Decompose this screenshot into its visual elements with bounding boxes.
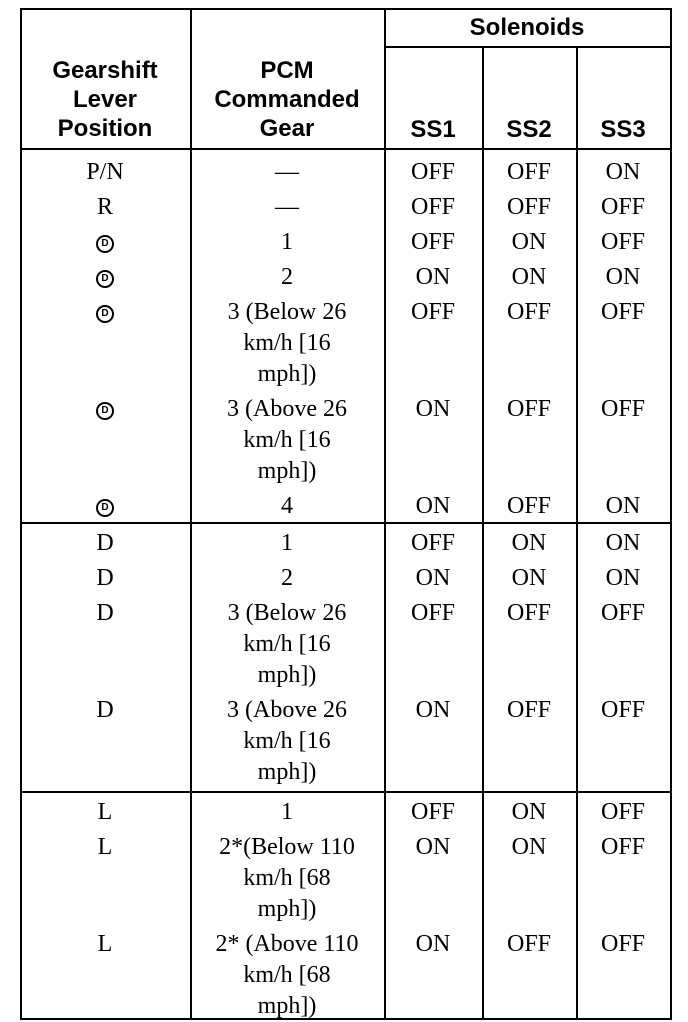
lever-position: D: [96, 565, 114, 591]
ss3-state: OFF: [600, 229, 646, 255]
commanded-gear: 3 (Above 26: [227, 396, 347, 422]
commanded-gear: —: [275, 159, 299, 185]
ss3-state: OFF: [600, 697, 646, 723]
header-ss1: SS1: [410, 116, 456, 143]
commanded-gear: 3 (Below 26: [227, 299, 347, 325]
ss2-state: ON: [511, 565, 547, 591]
commanded-gear: 4: [281, 493, 293, 519]
ss1-state: OFF: [410, 299, 456, 325]
ss2-state: ON: [511, 799, 547, 825]
commanded-gear: mph]): [257, 993, 317, 1019]
drive-circle-symbol: [96, 305, 114, 323]
header-solenoids: Solenoids: [469, 14, 585, 41]
ss1-state: OFF: [410, 530, 456, 556]
commanded-gear: 1: [281, 799, 293, 825]
commanded-gear: 2: [281, 264, 293, 290]
ss3-state: OFF: [600, 931, 646, 957]
commanded-gear: km/h [16: [243, 631, 331, 657]
ss3-state: OFF: [600, 194, 646, 220]
ss3-state: ON: [605, 159, 641, 185]
ss2-state: OFF: [506, 194, 552, 220]
commanded-gear: km/h [16: [243, 427, 331, 453]
ss2-state: ON: [511, 264, 547, 290]
ss3-state: OFF: [600, 299, 646, 325]
commanded-gear: mph]): [257, 759, 317, 785]
commanded-gear: km/h [16: [243, 330, 331, 356]
ss2-state: OFF: [506, 697, 552, 723]
ss1-state: ON: [415, 264, 451, 290]
lever-position: L: [97, 834, 113, 860]
table-border-top: [20, 8, 672, 10]
group-divider: [20, 522, 672, 524]
commanded-gear: km/h [68: [243, 865, 331, 891]
commanded-gear: km/h [16: [243, 728, 331, 754]
drive-circle-letter: D: [101, 238, 109, 249]
ss3-state: ON: [605, 493, 641, 519]
commanded-gear: km/h [68: [243, 962, 331, 988]
ss3-state: OFF: [600, 396, 646, 422]
header-gearshift-lever-position: Gearshift Lever Position: [52, 57, 158, 142]
ss1-state: ON: [415, 931, 451, 957]
lever-position: L: [97, 799, 113, 825]
drive-circle-symbol: [96, 270, 114, 288]
ss2-state: OFF: [506, 493, 552, 519]
ss2-state: OFF: [506, 600, 552, 626]
drive-circle-symbol: [96, 499, 114, 517]
ss1-state: OFF: [410, 600, 456, 626]
ss3-state: ON: [605, 530, 641, 556]
lever-position: D: [96, 600, 114, 626]
drive-circle-symbol: [96, 235, 114, 253]
commanded-gear: mph]): [257, 361, 317, 387]
lever-position: R: [96, 194, 113, 220]
drive-circle-letter: D: [101, 405, 109, 416]
ss2-state: OFF: [506, 299, 552, 325]
drive-circle-letter: D: [101, 273, 109, 284]
lever-position: P/N: [86, 159, 124, 185]
commanded-gear: 1: [281, 229, 293, 255]
commanded-gear: 2*(Below 110: [219, 834, 355, 860]
header-divider: [20, 148, 672, 150]
ss1-state: OFF: [410, 159, 456, 185]
group-divider: [20, 791, 672, 793]
commanded-gear: 2: [281, 565, 293, 591]
ss2-state: OFF: [506, 931, 552, 957]
ss1-state: ON: [415, 565, 451, 591]
ss3-state: OFF: [600, 834, 646, 860]
ss2-state: ON: [511, 530, 547, 556]
commanded-gear: 3 (Below 26: [227, 600, 347, 626]
ss1-state: ON: [415, 396, 451, 422]
commanded-gear: mph]): [257, 458, 317, 484]
ss2-state: OFF: [506, 396, 552, 422]
drive-circle-symbol: [96, 402, 114, 420]
commanded-gear: —: [275, 194, 299, 220]
lever-position: L: [97, 931, 113, 957]
ss1-state: ON: [415, 834, 451, 860]
lever-position: D: [96, 530, 114, 556]
ss1-state: OFF: [410, 194, 456, 220]
ss2-state: ON: [511, 229, 547, 255]
ss1-state: ON: [415, 697, 451, 723]
header-ss3: SS3: [600, 116, 646, 143]
ss2-state: OFF: [506, 159, 552, 185]
commanded-gear: 3 (Above 26: [227, 697, 347, 723]
commanded-gear: mph]): [257, 662, 317, 688]
ss3-state: OFF: [600, 600, 646, 626]
ss1-state: ON: [415, 493, 451, 519]
ss1-state: OFF: [410, 229, 456, 255]
ss2-state: ON: [511, 834, 547, 860]
column-rule: [670, 8, 672, 1020]
header-pcm-commanded-gear: PCM Commanded Gear: [214, 57, 360, 142]
ss3-state: ON: [605, 565, 641, 591]
header-ss2: SS2: [506, 116, 552, 143]
drive-circle-letter: D: [101, 308, 109, 319]
ss1-state: OFF: [410, 799, 456, 825]
drive-circle-letter: D: [101, 502, 109, 513]
commanded-gear: mph]): [257, 896, 317, 922]
ss3-state: ON: [605, 264, 641, 290]
ss3-state: OFF: [600, 799, 646, 825]
solenoids-divider: [384, 46, 672, 48]
commanded-gear: 2* (Above 110: [215, 931, 359, 957]
lever-position: D: [96, 697, 114, 723]
commanded-gear: 1: [281, 530, 293, 556]
